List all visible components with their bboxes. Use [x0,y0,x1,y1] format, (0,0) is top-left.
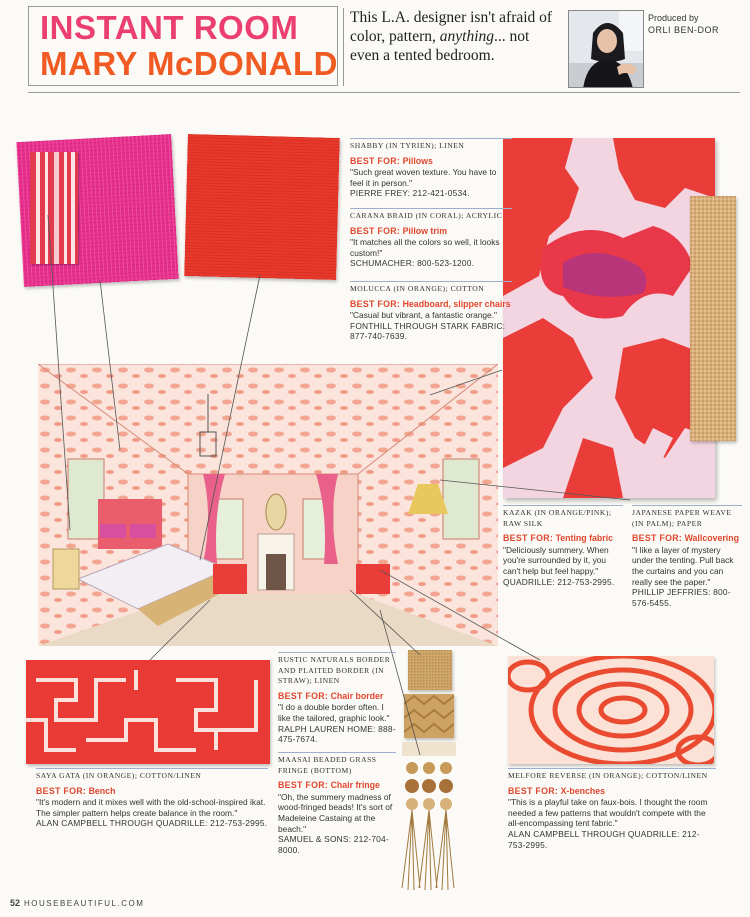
tagline: This L.A. designer isn't afraid of color, pattern, anything... not even a tented bedroom. [350,9,553,64]
caption-heading: SHABBY (IN TYRIEN); LINEN [350,138,512,152]
caption-source: PHILLIP JEFFRIES: 800-576-5455. [632,587,731,608]
credit: Produced by ORLI BEN-DOR [648,13,720,35]
caption-heading: MAASAI BEADED GRASS FRINGE (BOTTOM) [278,752,396,776]
caption-saya-gata [36,768,268,829]
caption-source: RALPH LAUREN HOME: 888-475-7674. [278,723,396,745]
best-for: BEST FOR: Wallcovering [632,533,739,544]
caption-heading: SAYA GATA (IN ORANGE); COTTON/LINEN [36,768,268,782]
page-footer [10,898,144,908]
producer-name: ORLI BEN-DOR [648,25,720,35]
caption-quote: "I like a layer of mystery under the tenting. Pull back the curtains and you can really see the paper." [632,544,734,587]
caption-quote: "It's modern and it mixes well with the old-school-inspired ikat. The simpler pattern helps create balance in the room." [36,797,266,818]
caption-rustic [278,652,396,745]
caption-source: PIERRE FREY: 212-421-0534. [350,188,470,199]
caption-source: ALAN CAMPBELL THROUGH QUADRILLE: 212-753-2995. [508,828,700,850]
caption-japanese-paper [632,505,742,608]
caption-molucca [350,281,512,342]
caption-heading: CARANA BRAID (IN CORAL); ACRYLIC [350,208,512,222]
page-number: 52 [10,898,21,908]
caption-heading: MELFORE REVERSE (IN ORANGE); COTTON/LINEN [508,768,716,782]
rustic-naturals-border-swatch [408,650,452,690]
caption-heading: MOLUCCA (IN ORANGE); COTTON [350,281,512,295]
caption-quote: "Casual but vibrant, a fantastic orange." [350,310,498,321]
plaited-border-swatch [404,694,454,738]
caption-heading: JAPANESE PAPER WEAVE (IN PALM); PAPER [632,505,742,529]
japanese-paper-weave-swatch [690,196,736,441]
page-title: INSTANT ROOM [40,9,299,46]
caption-quote: "Deliciously summery. When you're surrounded by it, you can't help but feel happy." [503,544,609,576]
caption-heading: KAZAK (IN ORANGE/PINK); RAW SILK [503,505,623,529]
caption-heading: RUSTIC NATURALS BORDER AND PLAITED BORDER (IN STRAW); LINEN [278,652,396,687]
caption-quote: "This is a playful take on faux-bois. I thought the room needed a few patterns that wouldn't compete with the all-encompassing tent fabric." [508,797,708,829]
caption-source: FONTHILL THROUGH STARK FABRIC: 877-740-7639. [350,320,506,342]
caption-carana [350,208,512,269]
caption-source: QUADRILLE: 212-753-2995. [503,576,615,587]
best-for: BEST FOR: Pillows [350,155,433,166]
caption-quote: "I do a double border often. I like the tailored, graphic look." [278,702,390,723]
caption-source: ALAN CAMPBELL THROUGH QUADRILLE: 212-753-2995. [36,818,268,829]
best-for: BEST FOR: Bench [36,785,116,796]
molucca-fabric-swatch [184,134,340,280]
saya-gata-fabric-swatch [26,660,270,764]
designer-photo [568,10,644,88]
kazak-ikat-swatch [503,138,715,498]
best-for: BEST FOR: X-benches [508,785,606,796]
designer-name: MARY McDONALD [40,45,339,82]
best-for: BEST FOR: Chair border [278,690,384,701]
header-rule [28,92,740,93]
melfore-reverse-fabric-swatch [508,656,714,764]
maasai-beaded-fringe-swatch [398,742,460,892]
bedroom-illustration [38,364,498,646]
caption-quote: "Oh, the summery madness of wood-fringed beads! It's sort of Madeleine Castaing at the beach." [278,791,393,834]
caption-shabby [350,138,512,199]
carana-braid-trim-swatch [30,152,78,264]
caption-kazak [503,505,623,587]
caption-source: SCHUMACHER: 800-523-1200. [350,258,475,269]
best-for: BEST FOR: Chair fringe [278,780,380,791]
caption-source: SAMUEL & SONS: 212-704-8000. [278,834,389,855]
header-divider [343,8,344,86]
caption-quote: "It matches all the colors so well, it looks custom!" [350,237,500,258]
best-for: BEST FOR: Pillow trim [350,225,448,236]
website-url: HOUSEBEAUTIFUL.COM [24,899,145,908]
best-for: BEST FOR: Headboard, slipper chairs [350,298,511,309]
caption-melfore [508,768,716,850]
caption-maasai [278,752,396,855]
best-for: BEST FOR: Tenting fabric [503,533,614,544]
caption-quote: "Such great woven texture. You have to feel it in person." [350,167,497,188]
